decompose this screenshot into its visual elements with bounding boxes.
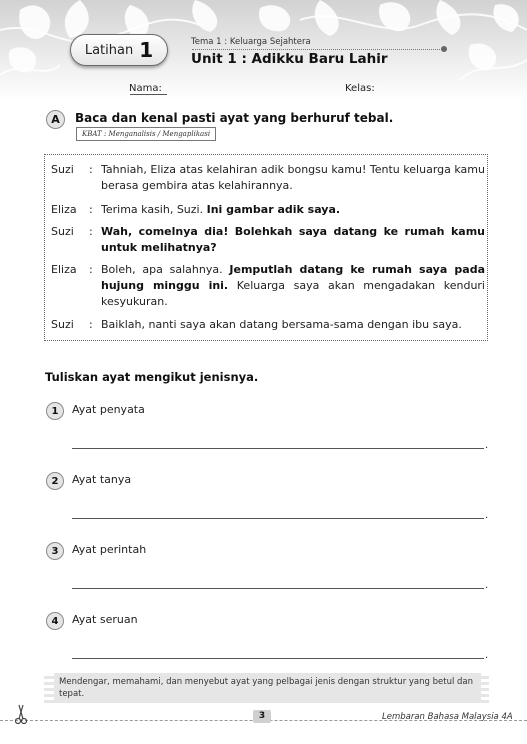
dialog-speaker: Suzi — [51, 163, 74, 176]
dialog-colon: : — [89, 163, 93, 176]
dialog-box — [44, 154, 488, 341]
dialog-text-part: Terima kasih, Suzi. — [101, 203, 207, 216]
kbat-label: KBAT : Menganalisis / Mengaplikasi — [76, 127, 216, 141]
answer-period-2: . — [485, 510, 489, 521]
learning-objective-box — [44, 673, 489, 703]
stripe-decoration-right — [481, 673, 489, 703]
answer-line-3[interactable] — [72, 588, 484, 589]
header-dot — [441, 46, 447, 52]
dialog-text-part: Boleh, apa salahnya. — [101, 263, 230, 276]
answer-period-4: . — [485, 650, 489, 661]
dialog-bold-part: Ini gambar adik saya. — [206, 203, 341, 216]
section-a-badge: A — [46, 110, 65, 129]
header-dotted-line — [192, 49, 442, 50]
latihan-word: Latihan — [84, 42, 134, 58]
dialog-bold-part: Jemputlah datang ke rumah saya pada hujung minggu ini. — [101, 263, 485, 292]
instruction-text: Tuliskan ayat mengikut jenisnya. — [45, 370, 259, 384]
dialog-text-part: Baiklah, nanti saya akan datang bersama-sama dengan ibu saya. — [101, 318, 462, 331]
dialog-colon: : — [89, 225, 93, 238]
answer-period-3: . — [485, 580, 489, 591]
nama-label: Nama: — [129, 83, 162, 94]
dialog-text-part: Tahniah, Eliza atas kelahiran adik bongsu kamu! Tentu keluarga kamu berasa gembira atas kelahirannya. — [101, 163, 485, 192]
answer-period-1: . — [485, 440, 489, 451]
dialog-bold-part: Wah, comelnya dia! Bolehkah saya datang ke rumah kamu untuk melihatnya? — [101, 225, 485, 254]
answer-line-1[interactable] — [72, 448, 484, 449]
dialog-text — [101, 317, 485, 333]
kelas-label: Kelas: — [345, 83, 375, 94]
page-number: 3 — [253, 710, 271, 723]
dialog-text — [101, 202, 485, 218]
question-badge-2: 2 — [46, 472, 64, 490]
dialog-colon: : — [89, 203, 93, 216]
dialog-text — [101, 262, 485, 310]
dialog-text — [101, 162, 485, 194]
dialog-text-part: Keluarga saya akan mengadakan kenduri kesyukuran. — [101, 279, 485, 308]
question-label-4: Ayat seruan — [72, 613, 138, 626]
latihan-number: 1 — [139, 38, 154, 62]
learning-objective-text: Mendengar, memahami, dan menyebut ayat yang pelbagai jenis dengan struktur yang betul dan tepat. — [59, 677, 474, 699]
nama-underline — [130, 94, 167, 95]
dialog-speaker: Suzi — [51, 225, 74, 238]
question-label-3: Ayat perintah — [72, 543, 147, 556]
answer-line-4[interactable] — [72, 658, 484, 659]
question-label-2: Ayat tanya — [72, 473, 132, 486]
dialog-speaker: Eliza — [51, 263, 77, 276]
book-title: Lembaran Bahasa Malaysia 4A — [382, 712, 513, 722]
stripe-decoration-left — [44, 673, 54, 703]
dialog-speaker: Eliza — [51, 203, 77, 216]
question-badge-4: 4 — [46, 612, 64, 630]
answer-line-2[interactable] — [72, 518, 484, 519]
scissors-icon — [15, 703, 27, 725]
dialog-speaker: Suzi — [51, 318, 74, 331]
unit-title: Unit 1 : Adikku Baru Lahir — [191, 51, 388, 67]
dialog-colon: : — [89, 318, 93, 331]
latihan-label — [70, 34, 168, 66]
theme-label: Tema 1 : Keluarga Sejahtera — [191, 37, 311, 47]
dialog-text — [101, 224, 485, 256]
question-badge-1: 1 — [46, 402, 64, 420]
question-badge-3: 3 — [46, 542, 64, 560]
dialog-colon: : — [89, 263, 93, 276]
section-a-title: Baca dan kenal pasti ayat yang berhuruf tebal. — [75, 111, 394, 125]
question-label-1: Ayat penyata — [72, 403, 145, 416]
